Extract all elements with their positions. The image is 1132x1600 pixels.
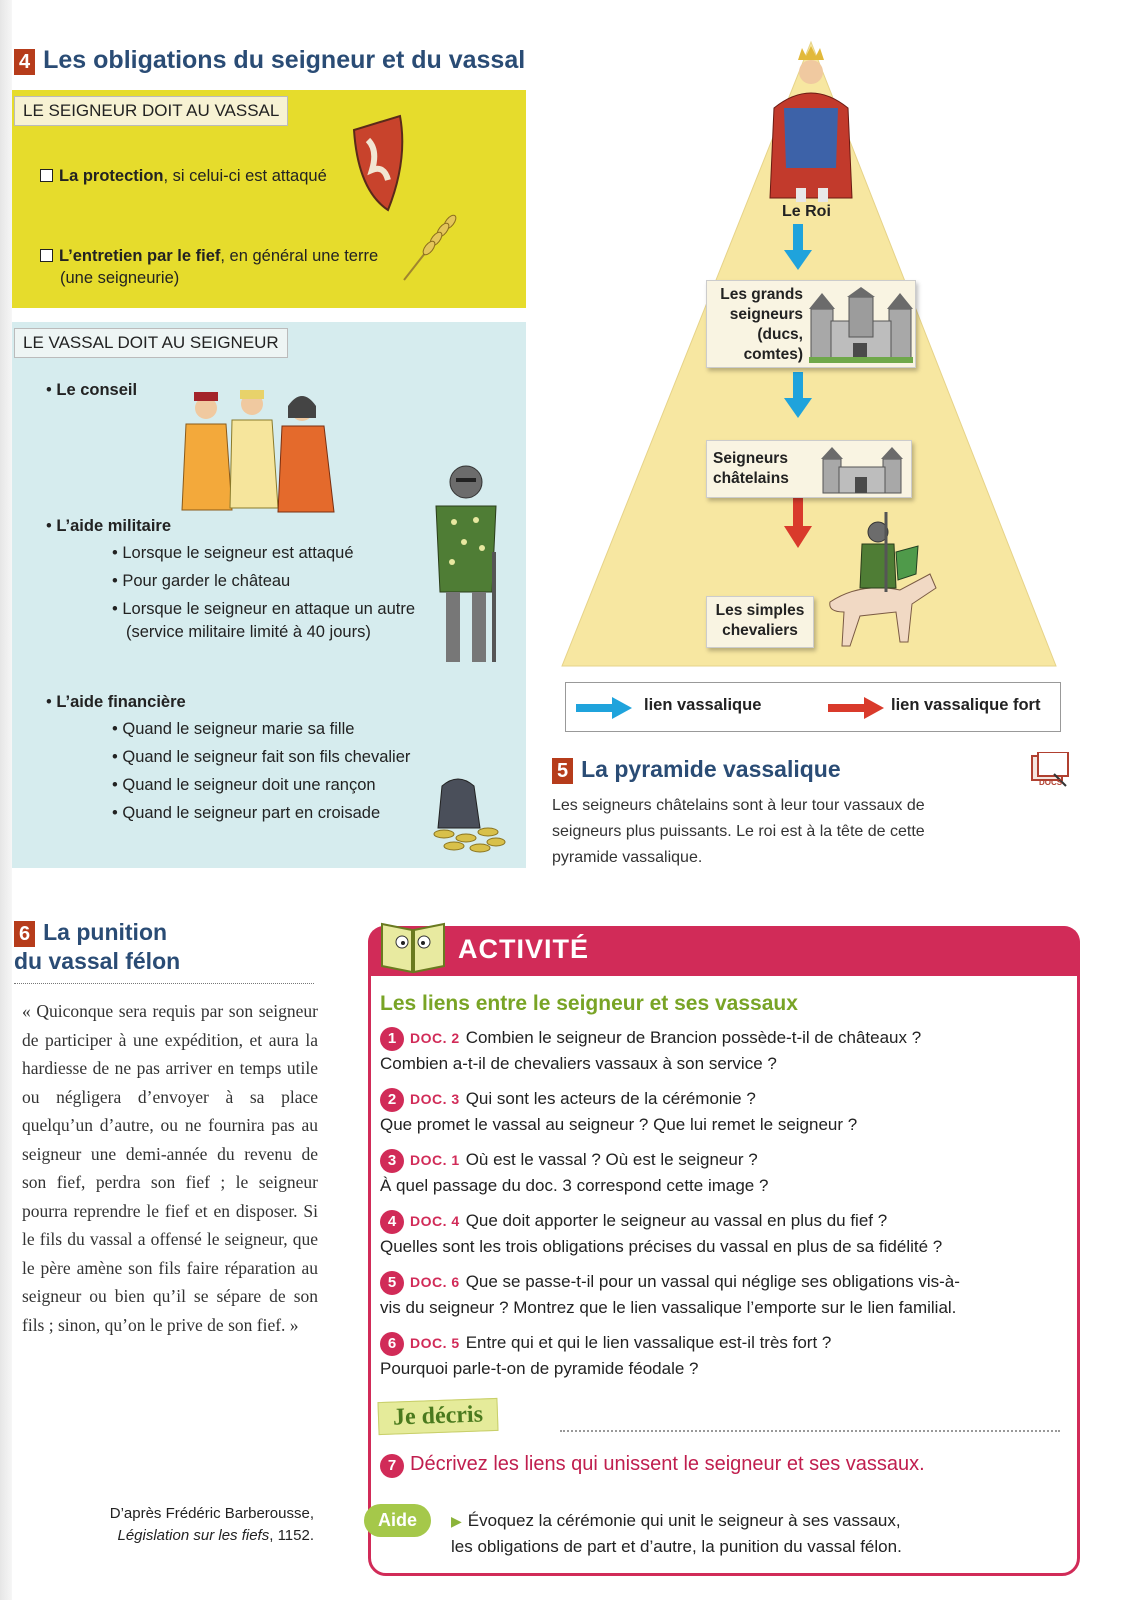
seigneur-item-fief: L’entretien par le fief, en général une terre (une seigneurie) (40, 245, 378, 289)
king-image (770, 46, 852, 202)
vassal-aide-militaire: • L’aide militaire (46, 517, 172, 535)
aide-badge: Aide (364, 1504, 431, 1537)
militaire-item: • Lorsque le seigneur est attaqué (112, 544, 354, 562)
checkbox-icon (40, 169, 53, 182)
checkbox-icon (40, 249, 53, 262)
activite-subtitle: Les liens entre le seigneur et ses vassaux (380, 992, 798, 1015)
doc4-title: 4 Les obligations du seigneur et du vassal (14, 46, 525, 75)
legend-red-label: lien vassalique fort (891, 696, 1041, 714)
question-item: 4 DOC. 4 Que doit apporter le seigneur au vassal en plus du fief ? Quelles sont les trois obligations précises du vassal en plus de sa fidélité ? (380, 1211, 943, 1256)
financiere-item: • Quand le seigneur marie sa fille (112, 720, 355, 738)
castle-large-icon (809, 287, 913, 363)
docs-button[interactable]: DOCS (1030, 752, 1070, 790)
knight-image (424, 462, 508, 672)
financiere-item: • Quand le seigneur doit une rançon (112, 776, 376, 794)
mounted-knight-image (820, 512, 940, 652)
doc4-number: 4 (14, 49, 35, 75)
red-arrow-icon (828, 697, 884, 719)
aide-text: ▶ Évoquez la cérémonie qui unit le seigneur à ses vassaux, les obligations de part et d’autre, la punition du vassal félon. (451, 1511, 902, 1556)
vassal-conseil: • Le conseil (46, 381, 138, 399)
seigneur-box-header: LE SEIGNEUR DOIT AU VASSAL (14, 96, 288, 126)
coins-icon (428, 766, 508, 856)
vassal-box-header: LE VASSAL DOIT AU SEIGNEUR (14, 328, 288, 358)
question-item: 2 DOC. 3 Qui sont les acteurs de la cérémonie ? Que promet le vassal au seigneur ? Que lui remet le seigneur ? (380, 1089, 858, 1134)
pyramid-label-grands-seigneurs: Les grands seigneurs (ducs, comtes) (706, 280, 916, 368)
book-icon (378, 912, 448, 974)
divider (14, 983, 314, 984)
doc6-title: 6 La punition du vassal félon (14, 919, 181, 974)
pyramid-label-roi: Le Roi (782, 203, 831, 220)
doc5-title: 5 La pyramide vassalique (552, 756, 841, 784)
je-decris-tag: Je décris (377, 1398, 498, 1435)
question-item: 6 DOC. 5 Entre qui et qui le lien vassalique est-il très fort ? Pourquoi parle-t-on de pyramide féodale ? (380, 1333, 832, 1378)
militaire-item: (service militaire limité à 40 jours) (126, 623, 371, 641)
doc6-number: 6 (14, 921, 35, 947)
question-item: 5 DOC. 6 Que se passe-t-il pour un vassal qui néglige ses obligations vis-à- vis du seigneur ? Montrez que le lien vassalique l’emporte sur le lien familial. (380, 1272, 960, 1317)
seigneur-item-protection: La protection, si celui-ci est attaqué (40, 165, 327, 187)
pyramid-label-chevaliers: Les simples chevaliers (706, 596, 814, 648)
castle-small-icon (821, 445, 905, 495)
council-figures-image (168, 388, 348, 516)
legend-blue-label: lien vassalique (644, 696, 762, 714)
question-item: 3 DOC. 1 Où est le vassal ? Où est le seigneur ? À quel passage du doc. 3 correspond cette image ? (380, 1150, 769, 1195)
doc6-source: D’après Frédéric Barberousse, Législation sur les fiefs, 1152. (109, 1505, 314, 1544)
activite-label: ACTIVITÉ (458, 934, 590, 964)
doc6-quote-text: « Quiconque sera requis par son seigneur de participer à une expédition, et aura la hardiesse de ne pas arriver en temps utile ou négligera d’envoyer à sa place quelqu’un d’autre, ou ne fournira pas au seigneur une demi-année du revenu de son fief, perdra son fief ; le seigneur pourra reprendre le fief et en disposer. Si le fils du vassal a offensé le seigneur, que le père amène son fils faire réparation au seigneur ou bien qu’il se sépare de son fils ; sinon, qu’on le prive de son fief. » (22, 1001, 318, 1335)
question-item: 1 DOC. 2 Combien le seigneur de Brancion possède-t-il de châteaux ? Combien a-t-il de chevaliers vassaux à son service ? (380, 1028, 922, 1073)
wheat-icon (398, 206, 468, 286)
blue-arrow-icon (576, 697, 632, 719)
page-edge (0, 0, 12, 1600)
militaire-item: • Lorsque le seigneur en attaque un autre (112, 600, 416, 618)
militaire-item: • Pour garder le château (112, 572, 291, 590)
vassal-aide-financiere: • L’aide financière (46, 693, 186, 711)
pyramid-label-chatelains: Seigneurs châtelains (706, 440, 912, 498)
pyramid-legend (565, 682, 1061, 732)
shield-icon (348, 110, 410, 220)
doc5-description: Les seigneurs châtelains sont à leur tour vassaux de seigneurs plus puissants. Le roi est à la tête de cette pyramide vassalique. (552, 797, 925, 866)
triangle-right-icon: ▶ (451, 1513, 462, 1529)
financiere-item: • Quand le seigneur fait son fils chevalier (112, 748, 411, 766)
doc5-number: 5 (552, 758, 573, 784)
question-7: 7 Décrivez les liens qui unissent le seigneur et ses vassaux. (380, 1453, 925, 1478)
financiere-item: • Quand le seigneur part en croisade (112, 804, 381, 822)
divider (560, 1430, 1060, 1432)
